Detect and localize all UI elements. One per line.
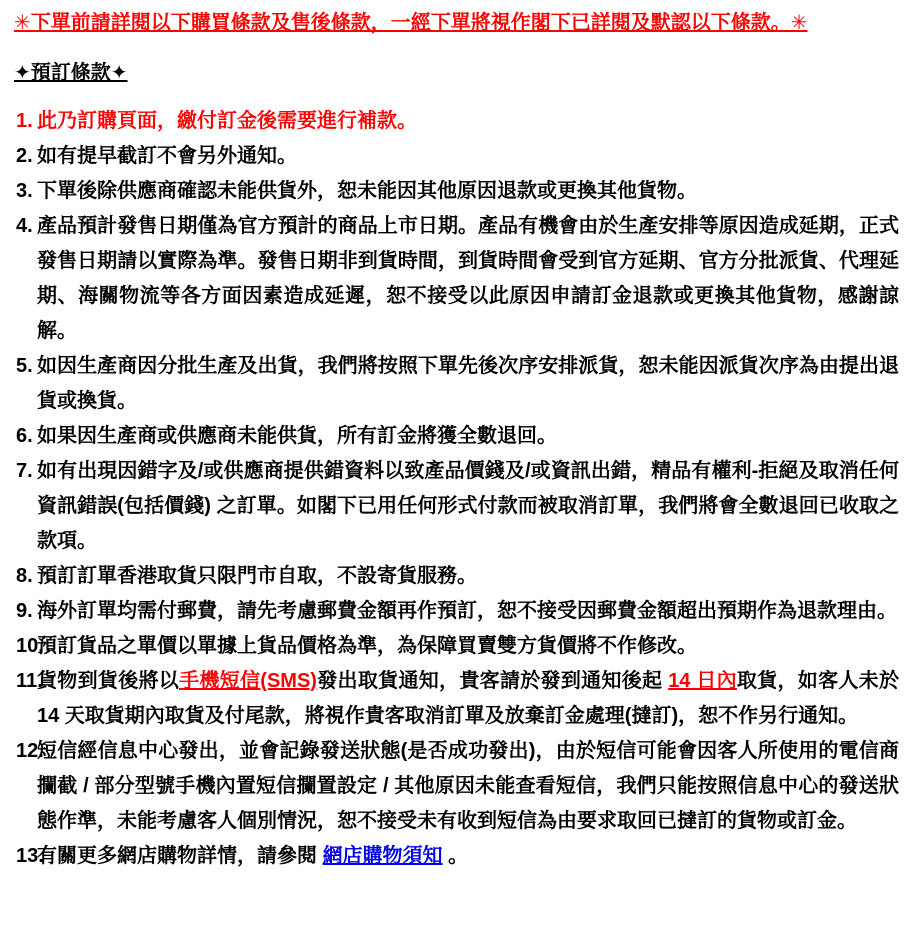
term-number: 7.: [16, 460, 33, 482]
term-number: 4.: [16, 215, 33, 237]
term-text: 海外訂單均需付郵費，請先考慮郵費金額再作預訂，恕不接受因郵費金額超出預期作為退款理由。: [37, 600, 897, 622]
term-text: 產品預計發售日期僅為官方預計的商品上市日期。產品有機會由於生產安排等原因造成延期，正式發售日期請以實際為準。發售日期非到貨時間，到貨時間會受到官方延期、官方分批派貨、代理延期、海關物流等各方面因素造成延遲，恕不接受以此原因申請訂金退款或更換其他貨物，感謝諒解。: [37, 215, 899, 342]
term-text: [37, 670, 899, 727]
term-text: [37, 845, 468, 867]
terms-list: [14, 104, 899, 874]
term-number: 2.: [16, 145, 33, 167]
term-number: 5.: [16, 355, 33, 377]
term-item-12: [14, 734, 899, 839]
term-text: 如有出現因錯字及/或供應商提供錯資料以致產品價錢及/或資訊出錯，精品有權利-拒絕及取消任何資訊錯誤(包括價錢) 之訂單。如閣下已用任何形式付款而被取消訂單，我們將會全數退回已收取之款項。: [37, 460, 899, 552]
term-item-4: [14, 209, 899, 349]
term-number: 3.: [16, 180, 33, 202]
term-item-7: [14, 454, 899, 559]
term-text: 如果因生產商或供應商未能供貨，所有訂金將獲全數退回。: [37, 425, 557, 447]
term-text-segment: 。: [442, 845, 469, 867]
pickup-deadline-highlight: 14 日內: [668, 670, 737, 692]
term-number: 9.: [16, 600, 33, 622]
term-text: 如因生產商因分批生產及出貨，我們將按照下單先後次序安排派貨，恕未能因派貨次序為由提出退貨或換貨。: [37, 355, 899, 412]
term-text: 短信經信息中心發出，並會記錄發送狀態(是否成功發出)，由於短信可能會因客人所使用的電信商攔截 / 部分型號手機內置短信攔置設定 / 其他原因未能查看短信，我們只能按照信息中心的發送狀態作準，未能考慮客人個別情況，恕不接受未有收到短信為由要求取回已撻訂的貨物或訂金。: [37, 740, 899, 832]
term-item-13: [14, 839, 899, 874]
term-item-10: [14, 629, 899, 664]
section-title-preorder-terms: ✦預訂條款✦: [14, 62, 128, 84]
term-item-9: [14, 594, 899, 629]
term-item-11: [14, 664, 899, 734]
term-number: 6.: [16, 425, 33, 447]
shopping-guide-link[interactable]: 網店購物須知: [322, 845, 443, 867]
term-number: 10.: [16, 635, 44, 657]
term-number: 8.: [16, 565, 33, 587]
term-text-segment: 發出取貨通知，貴客請於發到通知後起: [316, 670, 669, 692]
term-item-1: [14, 104, 899, 139]
term-item-8: [14, 559, 899, 594]
term-item-5: [14, 349, 899, 419]
term-text: 此乃訂購頁面，繳付訂金後需要進行補款。: [37, 110, 417, 132]
sms-notice-highlight: 手機短信(SMS): [179, 670, 317, 692]
term-number: 12.: [16, 740, 44, 762]
term-number: 11.: [16, 670, 43, 692]
term-number: 1.: [16, 110, 33, 132]
term-text-segment: 有關更多網店購物詳情，請參閱: [37, 845, 323, 867]
term-text: 下單後除供應商確認未能供貨外，恕未能因其他原因退款或更換其他貨物。: [37, 180, 697, 202]
term-text: 如有提早截訂不會另外通知。: [37, 145, 297, 167]
term-text-segment: 貨物到貨後將以: [37, 670, 180, 692]
term-item-6: [14, 419, 899, 454]
purchase-notice-banner: ✳下單前請詳閱以下購買條款及售後條款，一經下單將視作閣下已詳閱及默認以下條款。✳: [14, 12, 808, 34]
term-text: 預訂貨品之單價以單據上貨品價格為準，為保障買賣雙方貨價將不作修改。: [37, 635, 697, 657]
term-item-3: [14, 174, 899, 209]
term-text-segment: 取貨，如客人未於 14 天取貨期內取貨及付尾款，將視作貴客取消訂單及放棄訂金處理(撻訂)，恕不作另行通知。: [37, 670, 899, 727]
term-number: 13.: [16, 845, 44, 867]
term-text: 預訂訂單香港取貨只限門市自取，不設寄貨服務。: [37, 565, 477, 587]
term-item-2: [14, 139, 899, 174]
